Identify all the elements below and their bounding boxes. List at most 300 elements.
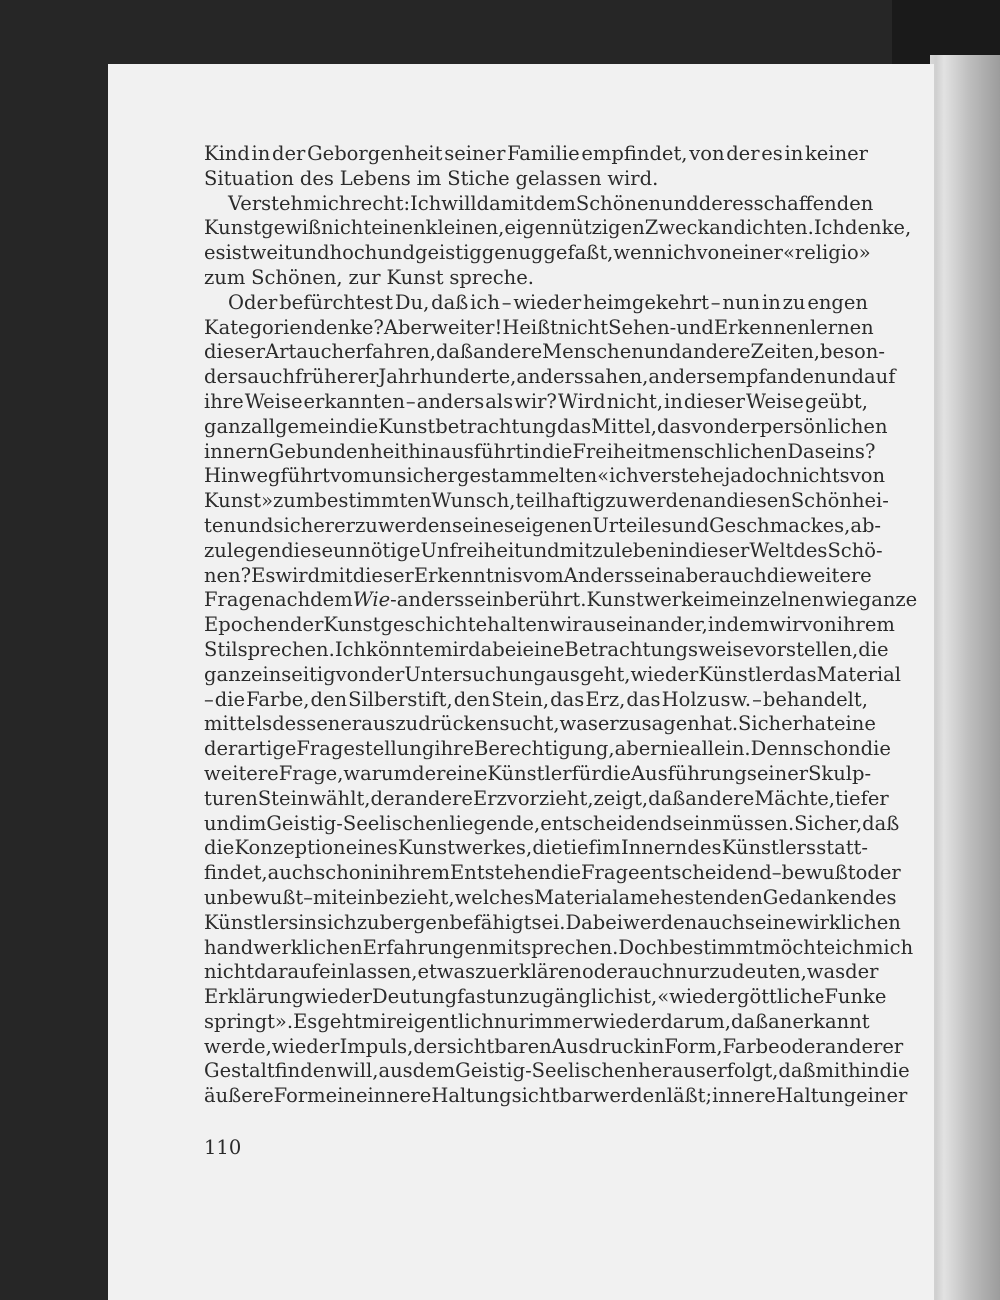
word: etwas xyxy=(417,960,476,984)
text-line xyxy=(204,637,889,663)
word: in xyxy=(298,910,318,934)
word: wie xyxy=(630,662,665,686)
text-line xyxy=(204,167,868,192)
word: wählt, xyxy=(309,786,371,810)
word: Epochen xyxy=(204,613,291,637)
text-line xyxy=(204,588,918,613)
word: Kunstgeschichte xyxy=(323,613,488,637)
word: aus xyxy=(378,1059,413,1083)
word: dem xyxy=(533,191,576,215)
word: Stein, xyxy=(491,687,550,711)
word: erfolgt, xyxy=(705,1059,779,1083)
word: berührt. xyxy=(504,588,587,612)
word: recht: xyxy=(351,191,411,215)
word: werden xyxy=(623,910,698,934)
word: einlassen, xyxy=(318,960,418,984)
word: genug xyxy=(481,241,544,265)
word: kleinen, xyxy=(425,216,505,240)
word: die xyxy=(858,637,889,661)
text-line xyxy=(204,935,914,961)
word: werde, xyxy=(204,1034,272,1058)
word: weit xyxy=(249,241,292,265)
word: mitsprechen. xyxy=(488,935,619,959)
word: unsicher xyxy=(371,464,457,488)
word: und xyxy=(643,340,682,364)
word: Entstehen xyxy=(450,861,551,885)
word: Konzeption xyxy=(234,836,346,860)
word: Kunstwerke xyxy=(586,588,705,612)
word: tiefer xyxy=(834,786,889,810)
word: ganz xyxy=(204,414,251,438)
word: weitere xyxy=(204,761,279,785)
word: der xyxy=(703,985,737,1009)
word: Material xyxy=(534,885,619,909)
word: nen? xyxy=(204,563,252,587)
word: Erfahrungen xyxy=(362,935,489,959)
word: wir xyxy=(769,613,802,637)
word: auszudrücken xyxy=(361,712,500,736)
word: – xyxy=(405,389,416,413)
word: von xyxy=(335,662,371,686)
word: die xyxy=(347,414,379,438)
word: nach xyxy=(262,588,311,612)
word: eigenen xyxy=(513,513,593,537)
text-line xyxy=(204,414,888,440)
word: Künstler xyxy=(487,761,572,785)
word: was xyxy=(559,712,598,736)
word: statt- xyxy=(816,836,868,860)
word: ihre xyxy=(204,389,244,413)
word: dem xyxy=(412,1059,456,1083)
word: werden xyxy=(628,489,703,513)
word: Frage, xyxy=(278,761,344,785)
word: Sicher, xyxy=(794,811,863,835)
word: ist xyxy=(225,241,250,265)
word: die xyxy=(550,861,581,885)
word: die xyxy=(532,836,563,860)
word: wie xyxy=(304,985,339,1009)
word: Ausführung xyxy=(630,761,747,785)
word: gefaßt, xyxy=(543,241,614,265)
word: der xyxy=(412,761,446,785)
text-line xyxy=(204,390,868,415)
word: möchte xyxy=(762,935,836,959)
word: mitzuleben xyxy=(559,538,670,562)
word: sahen, xyxy=(583,365,649,389)
word: – xyxy=(752,687,762,711)
word: Lebens xyxy=(339,166,411,190)
word: die xyxy=(879,1059,910,1083)
word: sicherer xyxy=(273,513,355,537)
word: werden xyxy=(377,513,452,537)
word: als xyxy=(485,389,514,413)
word: innere xyxy=(367,1084,432,1108)
word: Ich xyxy=(813,216,845,240)
word: Erz xyxy=(472,786,507,810)
word: denke, xyxy=(845,216,912,240)
word: hat xyxy=(801,712,834,736)
word: miteinbezieht, xyxy=(313,885,455,909)
text-line xyxy=(204,464,886,489)
word: der xyxy=(272,142,306,165)
word: wie xyxy=(271,1034,307,1058)
word: Form xyxy=(273,1084,326,1108)
word: mit xyxy=(320,563,353,587)
word: Kunst xyxy=(204,216,262,240)
word: sagen xyxy=(641,712,700,736)
word: Daseins? xyxy=(787,439,876,463)
word: der xyxy=(370,786,404,810)
word: andere xyxy=(403,786,473,810)
word: Es xyxy=(293,1009,318,1033)
word: Silberstift, xyxy=(348,687,453,711)
word: Impuls, xyxy=(339,1034,414,1058)
word: Ausdruck xyxy=(551,1034,646,1058)
word: daß xyxy=(431,290,469,314)
word: aber xyxy=(674,563,720,587)
word: sprechen. xyxy=(237,637,335,661)
word: Hinwegführt xyxy=(204,464,331,488)
word: am xyxy=(618,885,649,909)
word: anders xyxy=(416,389,485,413)
word: Mächte, xyxy=(754,786,835,810)
word: Familie xyxy=(507,142,580,165)
word: nicht xyxy=(557,315,609,339)
word: Erkenntnis xyxy=(413,563,523,587)
word: hat. xyxy=(699,712,739,736)
word: Geborgenheit xyxy=(307,142,443,165)
word: Geistig-Seelischen xyxy=(455,1059,639,1083)
word: zu xyxy=(355,513,378,537)
word: nicht, xyxy=(606,389,664,413)
word: der xyxy=(664,662,699,686)
word: und xyxy=(661,191,699,215)
word: erkannten xyxy=(303,389,405,413)
word: deuten, xyxy=(732,960,807,984)
word: erfahren, xyxy=(344,340,436,364)
word: den xyxy=(726,885,763,909)
word: auch xyxy=(627,960,675,984)
word: einer xyxy=(856,1084,908,1108)
text-line xyxy=(204,191,874,217)
text-line xyxy=(204,142,868,167)
word: wenn xyxy=(613,241,667,265)
word: ihre xyxy=(434,737,475,761)
word: ganze xyxy=(858,588,918,612)
word: zu xyxy=(605,489,629,513)
word: weiter! xyxy=(431,315,503,339)
word: Wunsch, xyxy=(431,489,516,513)
word: Ich xyxy=(410,191,442,215)
word: nur xyxy=(674,960,710,984)
word: Kunstwerkes, xyxy=(397,836,533,860)
word: diesen xyxy=(726,489,791,513)
text-line xyxy=(204,315,874,341)
word: will xyxy=(441,191,477,215)
word: eine xyxy=(445,761,488,785)
word: Kategorien xyxy=(204,315,314,339)
word: in xyxy=(251,142,271,165)
word: unbewußt xyxy=(204,885,304,909)
word: ihrem xyxy=(836,613,895,637)
word: der xyxy=(290,613,324,637)
word: zulegen xyxy=(204,538,282,562)
word: Gedanken xyxy=(762,885,863,909)
word: von xyxy=(696,241,732,265)
word: geht xyxy=(317,1009,362,1033)
word: eine xyxy=(522,637,565,661)
word: Stiche xyxy=(447,166,510,190)
word: empfanden xyxy=(715,365,827,389)
word: Unfreiheit xyxy=(420,538,523,562)
word: ist, xyxy=(626,985,658,1009)
word: aber xyxy=(614,737,660,761)
word: gelassen xyxy=(515,166,602,190)
word: entscheidend xyxy=(639,861,772,885)
word: in xyxy=(645,1034,665,1058)
word: auch xyxy=(296,340,345,364)
word: Deutung xyxy=(372,985,458,1009)
word: die xyxy=(860,737,891,761)
word: die xyxy=(600,761,631,785)
text-line xyxy=(204,1084,908,1109)
word: Geistig-Seelischen xyxy=(266,811,450,835)
word: Frage xyxy=(204,588,263,612)
word: Funke xyxy=(824,985,887,1009)
word: und xyxy=(671,513,710,537)
word: eine xyxy=(325,1084,368,1108)
word: anders xyxy=(648,365,716,389)
word: – xyxy=(303,885,314,909)
word: Kunstbetrachtung xyxy=(378,414,557,438)
word: – xyxy=(710,290,721,314)
word: spreche. xyxy=(449,265,534,289)
word: Sehen- xyxy=(608,315,677,339)
word: anders xyxy=(516,365,584,389)
word: vom xyxy=(330,464,372,488)
word: auch xyxy=(719,563,767,587)
word: Schönhei- xyxy=(790,489,889,513)
word: auch xyxy=(247,365,296,389)
word: «religio» xyxy=(782,241,871,265)
word: schaffenden xyxy=(753,191,874,215)
word: bestimmten xyxy=(314,489,432,513)
word: in xyxy=(669,538,689,562)
word: der xyxy=(306,1034,340,1058)
word: Wird xyxy=(557,389,606,413)
word: damit xyxy=(476,191,534,215)
word: entscheidend xyxy=(540,811,673,835)
word: läßt; xyxy=(666,1084,713,1108)
word: Mittel, xyxy=(591,414,657,438)
word: müssen. xyxy=(712,811,795,835)
word: zum xyxy=(273,489,315,513)
word: das xyxy=(626,687,661,711)
text-line xyxy=(204,563,872,589)
word: unnötige xyxy=(333,538,421,562)
word: zum xyxy=(204,265,246,289)
word: ihrem xyxy=(391,861,451,885)
word: und xyxy=(377,241,415,265)
word: andichten. xyxy=(709,216,814,240)
word: Künstlers xyxy=(204,910,299,934)
word: gestammelten xyxy=(456,464,598,488)
word: im xyxy=(416,166,442,190)
word: seines xyxy=(451,513,514,537)
text-line xyxy=(204,1034,904,1060)
word: Art xyxy=(265,340,297,364)
word: im xyxy=(704,588,730,612)
text-line xyxy=(204,513,882,539)
word: indem xyxy=(707,613,770,637)
word: sein xyxy=(672,811,713,835)
word: mir xyxy=(434,637,469,661)
word: dieser xyxy=(352,563,414,587)
word: von xyxy=(801,613,837,637)
word: befürchtest xyxy=(279,290,394,314)
word: Untersuchung xyxy=(404,662,546,686)
word: der xyxy=(698,191,733,215)
word: in xyxy=(373,861,392,885)
word: andere xyxy=(685,786,755,810)
word: dessen xyxy=(272,712,341,736)
word: dieser xyxy=(204,340,266,364)
word: das xyxy=(557,414,592,438)
word: seiner xyxy=(746,761,809,785)
word: Haltung xyxy=(775,1084,857,1108)
word: nicht xyxy=(204,960,255,984)
word: engen xyxy=(807,290,868,314)
word: darauf xyxy=(254,960,319,984)
text-line xyxy=(204,688,868,713)
word: fast xyxy=(457,985,494,1009)
word: Du, xyxy=(394,290,430,314)
text-line xyxy=(204,836,868,861)
word: springt». xyxy=(204,1009,294,1033)
book-page xyxy=(108,64,934,1300)
word: werden xyxy=(592,1084,667,1108)
word: empfindet, xyxy=(581,142,688,165)
word: andere xyxy=(473,340,543,364)
word: dieser xyxy=(683,389,746,413)
word: ausgeht, xyxy=(545,662,631,686)
word: «wie xyxy=(657,985,704,1009)
text-line xyxy=(204,613,895,638)
word: Freiheit xyxy=(572,439,652,463)
word: schon xyxy=(315,861,374,885)
word: warum xyxy=(343,761,413,785)
word: bewußt xyxy=(781,861,856,885)
word: bestimmt xyxy=(669,935,763,959)
word: der xyxy=(726,414,760,438)
word: es xyxy=(761,142,783,165)
word: Zeiten, xyxy=(750,340,820,364)
word: einzelnen xyxy=(729,588,825,612)
word: hoch xyxy=(329,241,378,265)
word: Fragestellung xyxy=(296,737,435,761)
word: des xyxy=(687,836,722,860)
word: Schönen xyxy=(575,191,662,215)
word: Anderssein xyxy=(563,563,675,587)
word: zu xyxy=(618,712,642,736)
word: darum, xyxy=(660,1009,731,1033)
word: wieder xyxy=(592,1009,661,1033)
word: Farbe, xyxy=(246,687,310,711)
body-text xyxy=(204,142,918,1109)
word: auch xyxy=(697,910,745,934)
word: für xyxy=(571,761,601,785)
word: erklären xyxy=(498,960,582,984)
word: im xyxy=(241,811,267,835)
word: auch xyxy=(267,861,316,885)
word: Künstler xyxy=(698,662,783,686)
word: könnte xyxy=(366,637,435,661)
word: vorzieht, xyxy=(506,786,594,810)
word: Stein xyxy=(257,786,310,810)
word: der xyxy=(845,960,879,984)
word: von xyxy=(691,414,727,438)
word: immer xyxy=(528,1009,593,1033)
word: die xyxy=(766,563,798,587)
word: wie xyxy=(824,588,859,612)
word: sucht, xyxy=(499,712,560,736)
word: dieser xyxy=(688,538,750,562)
word: oder xyxy=(582,960,628,984)
word: wird. xyxy=(607,166,659,190)
word: nun xyxy=(722,290,761,314)
word: nichts xyxy=(789,464,850,488)
word: allgemein xyxy=(250,414,348,438)
word: daß xyxy=(435,340,474,364)
word: Welt xyxy=(749,538,794,562)
text-line xyxy=(204,712,876,737)
word: seine xyxy=(744,910,797,934)
word: Kunst xyxy=(386,265,444,289)
word: Weise xyxy=(244,389,303,413)
book-spine-edge xyxy=(930,55,1000,1300)
word: die xyxy=(204,836,235,860)
word: Zweck xyxy=(644,216,710,240)
word: wir? xyxy=(514,389,557,413)
word: anerkannt xyxy=(768,1009,870,1033)
word: Erkennenlernen xyxy=(713,315,874,339)
word: Oder xyxy=(228,290,278,314)
word: seiner xyxy=(444,142,506,165)
word: zur xyxy=(348,265,381,289)
word: auf xyxy=(864,365,896,389)
word: zu xyxy=(782,290,806,314)
word: Betrachtungsweise xyxy=(564,637,754,661)
word: der xyxy=(413,1034,447,1058)
word: Innern xyxy=(620,836,688,860)
word: keiner xyxy=(804,142,868,165)
word: – xyxy=(501,290,512,314)
word: eine xyxy=(834,712,876,736)
word: einer xyxy=(731,241,783,265)
word: der xyxy=(338,985,372,1009)
word: finden xyxy=(274,1059,337,1083)
word: und xyxy=(826,365,865,389)
word: Schö- xyxy=(827,538,883,562)
word: nie xyxy=(659,737,690,761)
word: Aber xyxy=(383,315,432,339)
word: und xyxy=(204,811,242,835)
word: einseitig xyxy=(250,662,336,686)
word: handwerklichen xyxy=(204,935,363,959)
word: zu xyxy=(356,910,380,934)
word: den xyxy=(453,687,491,711)
word: dem xyxy=(310,588,353,612)
